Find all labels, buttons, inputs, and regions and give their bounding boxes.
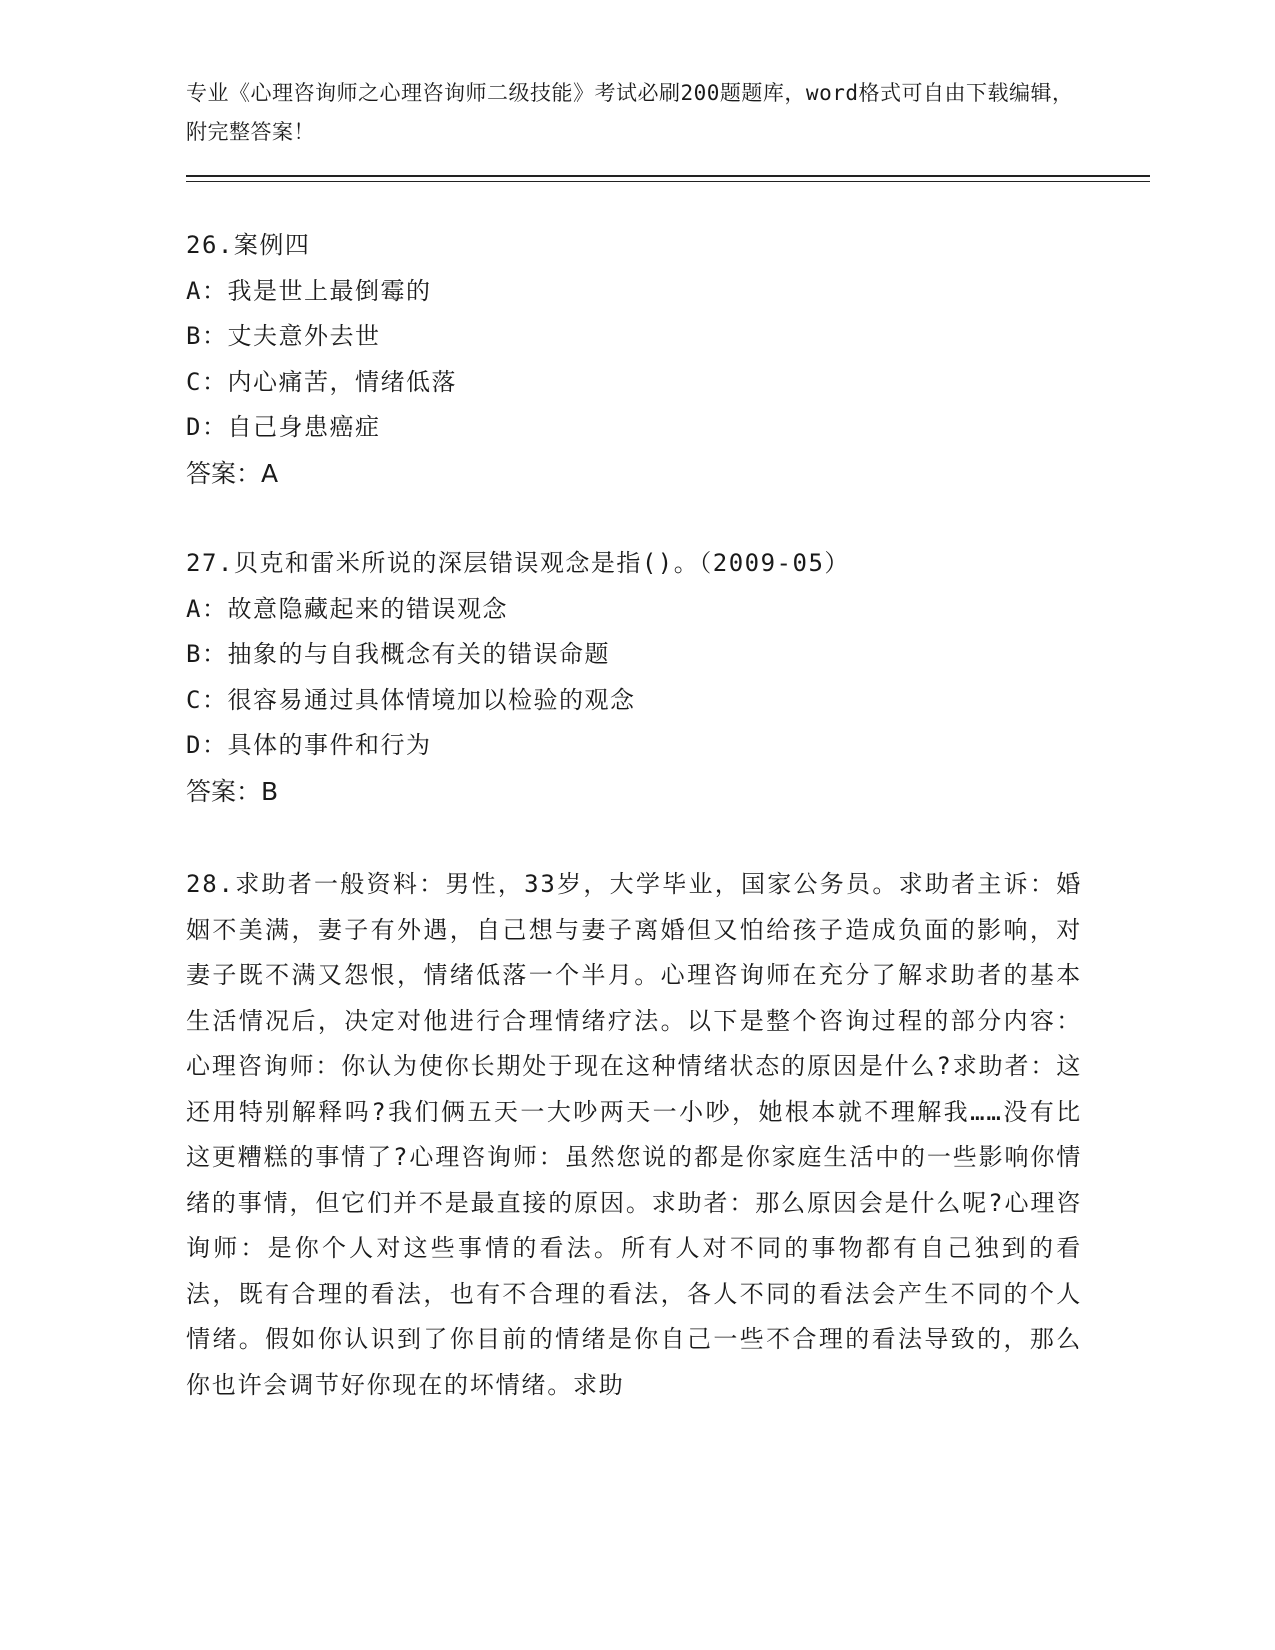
question-26 xyxy=(186,223,1086,496)
option-a: A：故意隐藏起来的错误观念 xyxy=(186,594,508,623)
document-header: 专业《心理咨询师之心理咨询师二级技能》考试必刷200题题库，word格式可自由下载编辑，附完整答案！ xyxy=(186,81,1074,144)
option-d: D：自己身患癌症 xyxy=(186,413,381,441)
option-c: C：很容易通过具体情境加以检验的观念 xyxy=(186,685,636,714)
question-stem: 28.求助者一般资料：男性，33岁，大学毕业，国家公务员。求助者主诉：婚姻不美满，妻子有外遇，自己想与妻子离婚但又怕给孩子造成负面的影响，对妻子既不满又怨恨，情绪低落一个半月。心理咨询师在充分了解求助者的基本生活情况后，决定对他进行合理情绪疗法。以下是整个咨询过程的部分内容：心理咨询师：你认为使你长期处于现在这种情绪状态的原因是什么?求助者：这还用特别解释吗?我们俩五天一大吵两天一小吵，她根本就不理解我……没有比这更糟糕的事情了?心理咨询师：虽然您说的都是你家庭生活中的一些影响你情绪的事情，但它们并不是最直接的原因。求助者：那么原因会是什么呢?心理咨询师：是你个人对这些事情的看法。所有人对不同的事物都有自己独到的看法，既有合理的看法，也有不合理的看法，各人不同的看法会产生不同的个人情绪。假如你认识到了你目前的情绪是你自己一些不合理的看法导致的，那么你也许会调节好你现在的坏情绪。求助 xyxy=(186,870,1082,1399)
question-stem: 27.贝克和雷米所说的深层错误观念是指()。（2009-05） xyxy=(186,549,850,577)
option-c: C：内心痛苦，情绪低落 xyxy=(186,367,457,396)
question-27 xyxy=(186,541,1086,814)
header-divider-thin xyxy=(186,181,1150,182)
option-b: B：丈夫意外去世 xyxy=(186,322,381,350)
header-divider-thick xyxy=(186,175,1150,177)
option-b: B：抽象的与自我概念有关的错误命题 xyxy=(186,640,610,668)
question-28 xyxy=(186,862,1086,1408)
option-d: D：具体的事件和行为 xyxy=(186,731,432,759)
answer-label: 答案：B xyxy=(186,776,279,806)
question-stem: 26.案例四 xyxy=(186,231,311,259)
answer-label: 答案：A xyxy=(186,458,279,488)
option-a: A：我是世上最倒霉的 xyxy=(186,276,432,305)
